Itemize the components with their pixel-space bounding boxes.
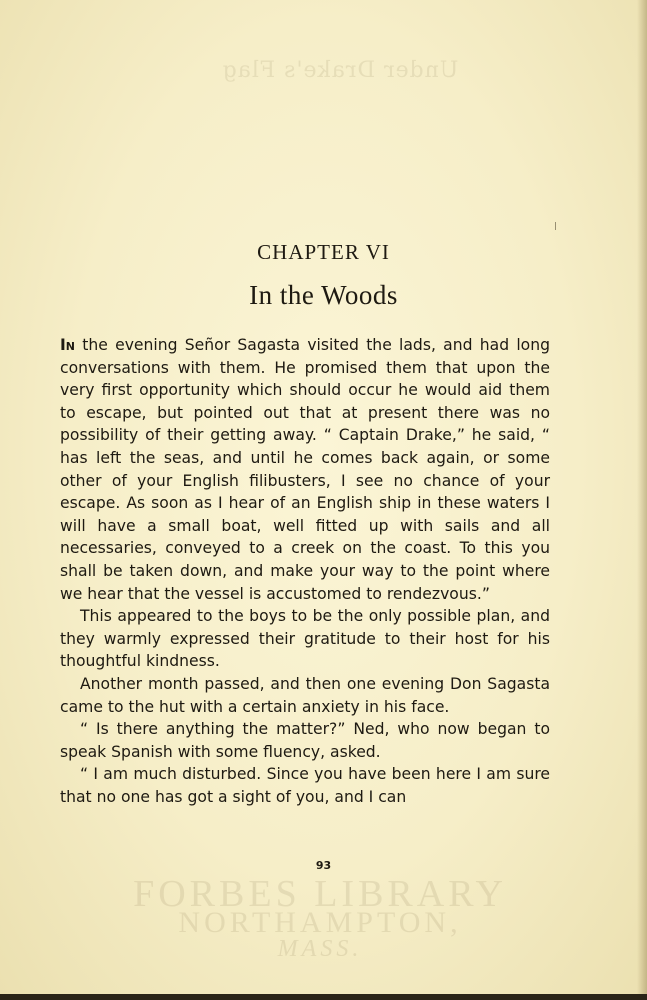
bleed-through-header: Under Drake's Flag (221, 58, 459, 83)
chapter-title: In the Woods (249, 280, 398, 310)
page-mark (555, 222, 556, 230)
paragraph-1 (60, 334, 550, 605)
chapter-number: CHAPTER VI (257, 240, 390, 264)
paragraph-3: Another month passed, and then one evening Don Sagasta came to the hut with a certain anxiety in his face. (60, 674, 550, 716)
page-edge-shadow (637, 0, 647, 1000)
page-bottom-edge (0, 994, 647, 1000)
paragraph-1-text: the evening Señor Sagasta visited the lads, and had long conversations with them. He promised them that upon the very first opportunity which should occur he would aid them to escape, but pointed out that at present there was no possibility of their getting away. “ Captain Drake,” he said, “ has left the seas, and until he comes back again, or some other of your English filibusters, I see no chance of your escape. As soon as I hear of an English ship in these waters I will have a small boat, well fitted up with sails and all necessaries, conveyed to a creek on the coast. To this you shall be taken down, and make your way to the point where we hear that the vessel is accustomed to rendezvous.” (60, 336, 550, 603)
paragraph-5: “ I am much disturbed. Since you have been here I am sure that no one has got a sight of you, and I can (60, 765, 550, 806)
lead-word: In (60, 336, 76, 354)
library-stamp-line-1: FORBES LIBRARY (133, 873, 507, 915)
library-stamp-line-3: MASS. (277, 936, 363, 962)
paragraph-4: “ Is there anything the matter?” Ned, who now began to speak Spanish with some fluency, asked. (60, 720, 550, 761)
page-number: 93 (315, 859, 332, 872)
library-stamp-line-2: NORTHAMPTON, (178, 906, 462, 939)
body-text (60, 334, 550, 808)
paragraph-2: This appeared to the boys to be the only possible plan, and they warmly expressed their gratitude to their host for his thoughtful kindness. (60, 607, 550, 671)
